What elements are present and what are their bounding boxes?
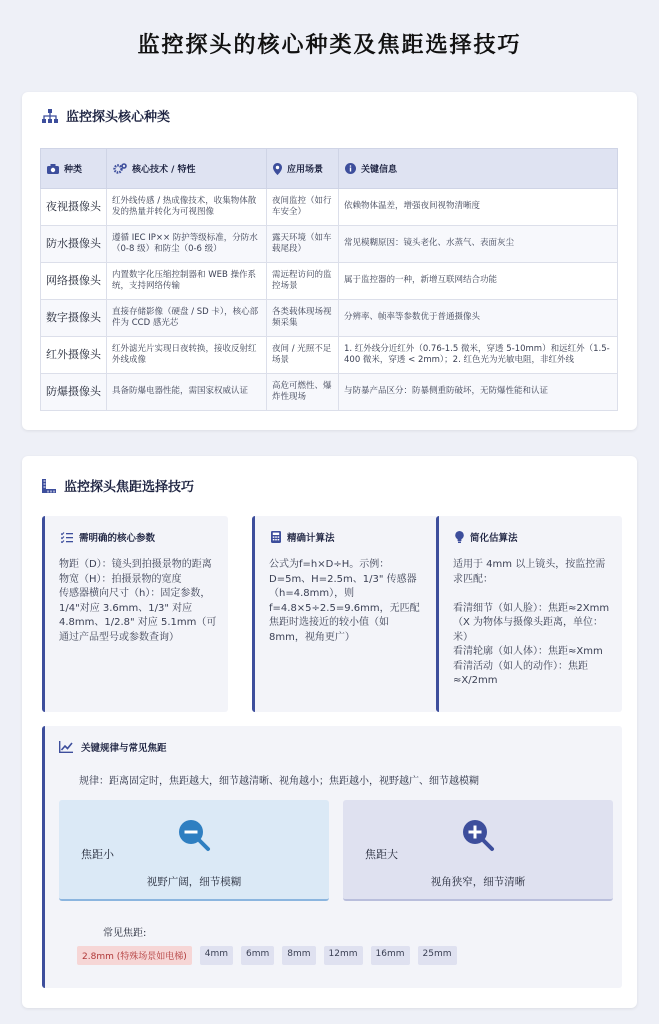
- focal-tags: [77, 946, 457, 965]
- focal-tag: 8mm: [282, 946, 315, 965]
- exact-calc-title: 精确计算法: [287, 533, 335, 544]
- header-scene: 应用场景: [267, 149, 339, 189]
- info-cell: 依赖物体温差，增强夜间视物清晰度: [339, 189, 618, 226]
- tech-cell: 遵循 IEC IP×× 防护等级标准，分防水（0-8 级）和防尘（0-6 级）: [107, 226, 267, 263]
- type-cell: 夜视摄像头: [41, 189, 107, 226]
- scene-cell: 夜间监控（如行车安全）: [267, 189, 339, 226]
- focal-tag: 6mm: [241, 946, 274, 965]
- lightbulb-icon: [455, 531, 464, 543]
- type-cell: 防水摄像头: [41, 226, 107, 263]
- estimate-title: 简化估算法: [470, 533, 518, 544]
- scene-cell: 需远程访问的监控场景: [267, 263, 339, 300]
- info-cell: 1. 红外线分近红外（0.76-1.5 微米，穿透 5-10mm）和远红外（1.5-400 微米，穿透 < 2mm）；2. 红色光为光敏电阻，非红外线: [339, 337, 618, 374]
- zoom-out-icon: [177, 818, 211, 856]
- scene-cell: 各类载体现场视频采集: [267, 300, 339, 337]
- header-tech: 核心技术 / 特性: [107, 149, 267, 189]
- type-cell: 防爆摄像头: [41, 374, 107, 411]
- info-cell: 常见模糊原因：镜头老化、水蒸气、表面灰尘: [339, 226, 618, 263]
- info-icon: [345, 163, 356, 174]
- type-cell: 数字摄像头: [41, 300, 107, 337]
- types-card: [22, 92, 637, 430]
- focal-card: [22, 456, 637, 1008]
- small-focal-label: 焦距小: [81, 848, 114, 861]
- calculator-icon: [271, 531, 281, 543]
- types-title: 监控探头核心种类: [42, 106, 170, 125]
- large-focal-desc: 视角狭窄，细节清晰: [430, 876, 526, 888]
- scene-cell: 露天环境（如车载尾段）: [267, 226, 339, 263]
- exact-calc-body: 公式为f=h×D÷H。示例：D=5m、H=2.5m、1/3" 传感器（h=4.8mm），则 f=4.8×5÷2.5=9.6mm，无匹配焦距时选接近的较小值（如 8mm，视角更广）: [269, 559, 420, 643]
- info-cell: 与防暴产品区分：防暴侧重防破坏，无防爆性能和认证: [339, 374, 618, 411]
- header-kind: 种类: [41, 149, 107, 189]
- line-chart-icon: [59, 741, 73, 753]
- focal-tag: 16mm: [371, 946, 410, 965]
- tech-cell: 红外滤光片实现日夜转换，接收反射红外线成像: [107, 337, 267, 374]
- scene-cell: 夜间 / 光照不足场景: [267, 337, 339, 374]
- common-focal-label: 常见焦距:: [103, 928, 147, 939]
- rules-title: 关键规律与常见焦距: [81, 743, 167, 754]
- table-row: [41, 263, 618, 300]
- table-header-row: [41, 149, 618, 189]
- types-table: [40, 148, 618, 411]
- core-params-title: 需明确的核心参数: [79, 533, 156, 544]
- focal-tag: 12mm: [324, 946, 363, 965]
- info-cell: 属于监控器的一种，新增互联网结合功能: [339, 263, 618, 300]
- ruler-icon: [42, 479, 56, 493]
- focal-title: 监控探头焦距选择技巧: [42, 476, 194, 495]
- large-focal-label: 焦距大: [365, 848, 398, 861]
- tech-cell: 红外线传感 / 热成像技术，收集物体散发的热量并转化为可视图像: [107, 189, 267, 226]
- tech-cell: 具备防爆电器性能，需国家权威认证: [107, 374, 267, 411]
- table-row: [41, 300, 618, 337]
- map-pin-icon: [273, 163, 282, 175]
- exact-calc-box: [252, 516, 438, 712]
- core-params-body: 物距（D）：镜头到拍摄景物的距离 物宽（H）：拍摄景物的宽度 传感器横向尺寸（h）：固定参数，1/4"对应 3.6mm、1/3" 对应 4.8mm、1/2.8" 对应 5.1mm（可通过产品型号或参数查询）: [59, 559, 217, 643]
- focal-tag: 2.8mm (特殊场景如电梯): [77, 946, 192, 965]
- gears-icon: [113, 163, 127, 175]
- tech-cell: 直接存储影像（硬盘 / SD 卡），核心部件为 CCD 感光芯: [107, 300, 267, 337]
- type-cell: 网络摄像头: [41, 263, 107, 300]
- rule-text: 规律：距离固定时，焦距越大，细节越清晰、视角越小；焦距越小，视野越广、细节越模糊: [79, 776, 479, 787]
- large-focal-panel: [343, 800, 613, 901]
- table-row: [41, 337, 618, 374]
- rules-box: [42, 726, 622, 988]
- table-row: [41, 374, 618, 411]
- small-focal-panel: [59, 800, 329, 901]
- info-cell: 分辨率、帧率等参数优于普通摄像头: [339, 300, 618, 337]
- estimate-body: 适用于 4mm 以上镜头，按监控需求匹配： 看清细节（如人脸）：焦距≈2Xmm（X 为物体与摄像头距离，单位：米） 看清轮廓（如人体）：焦距≈Xmm 看清活动（如人的动作）：焦距≈X/2mm: [453, 559, 610, 686]
- tech-cell: 内置数字化压缩控制器和 WEB 操作系统，支持网络传输: [107, 263, 267, 300]
- sitemap-icon: [42, 109, 58, 123]
- header-info: 关键信息: [339, 149, 618, 189]
- zoom-in-icon: [461, 818, 495, 856]
- table-row: [41, 226, 618, 263]
- core-params-box: [42, 516, 228, 712]
- table-row: [41, 189, 618, 226]
- scene-cell: 高危可燃性、爆炸性现场: [267, 374, 339, 411]
- focal-tag: 25mm: [418, 946, 457, 965]
- type-cell: 红外摄像头: [41, 337, 107, 374]
- checklist-icon: [61, 532, 73, 543]
- camera-icon: [47, 164, 59, 174]
- page-title: 监控探头的核心种类及焦距选择技巧: [137, 32, 522, 58]
- estimate-box: [436, 516, 622, 712]
- small-focal-desc: 视野广阔，细节模糊: [146, 876, 242, 888]
- focal-tag: 4mm: [200, 946, 233, 965]
